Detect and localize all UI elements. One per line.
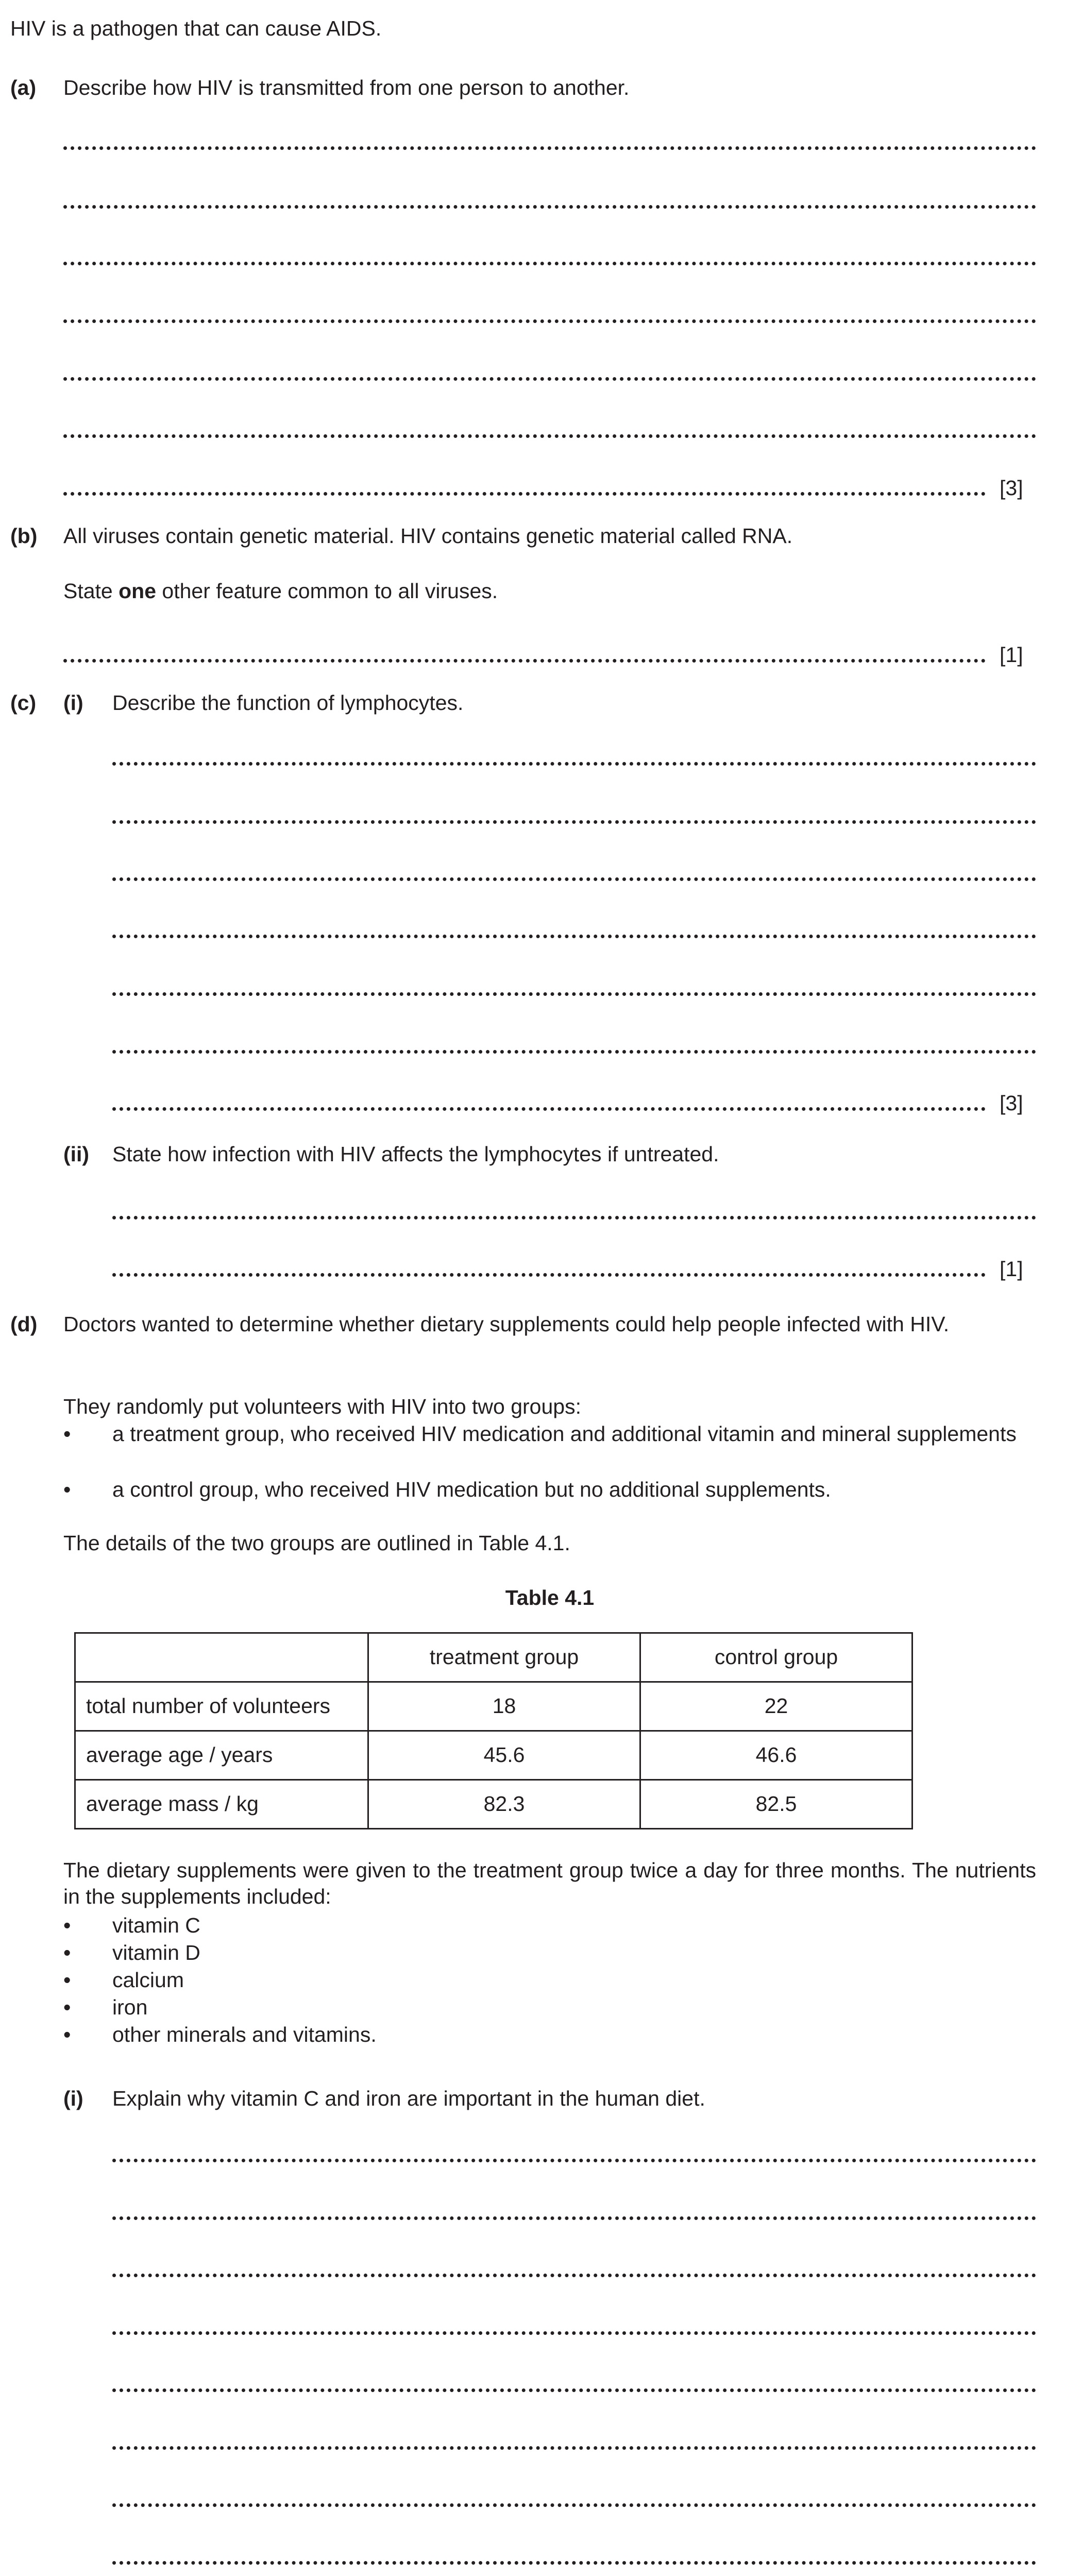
table-header-cell xyxy=(75,1633,368,1682)
table-row xyxy=(75,1780,912,1829)
supplement-description: The dietary supplements were given to the treatment group twice a day for three months. The nutrients in the supplements included: xyxy=(63,1858,1036,1909)
marks-c-ii: [1] xyxy=(1000,1257,1023,1281)
table-row xyxy=(75,1633,912,1682)
marks-c-i: [3] xyxy=(1000,1091,1023,1115)
part-b-label: (b) xyxy=(10,524,38,548)
answer-line[interactable] xyxy=(112,2159,1036,2162)
part-d-i-question: Explain why vitamin C and iron are important in the human diet. xyxy=(112,2087,705,2110)
bullet-icon: • xyxy=(63,1913,71,1937)
table-cell: 22 xyxy=(640,1682,912,1731)
marks-a: [3] xyxy=(1000,476,1023,500)
table-row xyxy=(75,1731,912,1780)
bullet-icon: • xyxy=(63,2023,71,2046)
bullet-icon: • xyxy=(63,1941,71,1964)
nutrient-item: vitamin C xyxy=(112,1913,200,1937)
table-cell: 18 xyxy=(368,1682,640,1731)
bullet-icon: • xyxy=(63,1968,71,1992)
table-41-reference: The details of the two groups are outlined in Table 4.1. xyxy=(63,1531,570,1555)
answer-line[interactable] xyxy=(63,434,1036,438)
table-row-label: average mass / kg xyxy=(75,1780,368,1829)
answer-line[interactable] xyxy=(63,262,1036,265)
nutrient-item: vitamin D xyxy=(112,1941,200,1964)
answer-line[interactable] xyxy=(63,319,1036,323)
nutrient-item: iron xyxy=(112,1995,148,2019)
answer-line[interactable] xyxy=(63,377,1036,381)
answer-line[interactable] xyxy=(112,820,1036,824)
table-cell: 45.6 xyxy=(368,1731,640,1780)
bullet-icon: • xyxy=(63,1422,71,1446)
group-item-treatment: a treatment group, who received HIV medication and additional vitamin and mineral supplements xyxy=(112,1422,1017,1446)
part-b-question-2: State one other feature common to all viruses. xyxy=(63,579,498,603)
part-a-label: (a) xyxy=(10,76,37,99)
answer-line[interactable] xyxy=(112,992,1036,996)
part-b-question-1: All viruses contain genetic material. HIV contains genetic material called RNA. xyxy=(63,524,793,548)
bullet-icon: • xyxy=(63,1995,71,2019)
bullet-icon: • xyxy=(63,1478,71,1501)
answer-line[interactable] xyxy=(112,2561,1036,2565)
table-row-label: average age / years xyxy=(75,1731,368,1780)
answer-line[interactable] xyxy=(112,1273,986,1277)
answer-line[interactable] xyxy=(112,2331,1036,2335)
answer-line[interactable] xyxy=(112,1107,986,1111)
table-header-cell: treatment group xyxy=(368,1633,640,1682)
group-item-control: a control group, who received HIV medication but no additional supplements. xyxy=(112,1478,831,1501)
part-d-label: (d) xyxy=(10,1312,38,1336)
intro-text: HIV is a pathogen that can cause AIDS. xyxy=(10,16,382,40)
part-c-i-label: (i) xyxy=(63,691,83,715)
answer-line[interactable] xyxy=(112,877,1036,881)
table-cell: 82.3 xyxy=(368,1780,640,1829)
answer-line[interactable] xyxy=(63,146,1036,150)
table-cell: 46.6 xyxy=(640,1731,912,1780)
answer-line[interactable] xyxy=(112,1050,1036,1054)
nutrient-item: calcium xyxy=(112,1968,184,1992)
table-41-caption: Table 4.1 xyxy=(505,1586,595,1609)
part-d-i-label: (i) xyxy=(63,2087,83,2110)
answer-line[interactable] xyxy=(112,2216,1036,2220)
part-c-i-question: Describe the function of lymphocytes. xyxy=(112,691,464,715)
table-header-cell: control group xyxy=(640,1633,912,1682)
table-41 xyxy=(74,1632,913,1829)
answer-line[interactable] xyxy=(112,2503,1036,2507)
answer-line[interactable] xyxy=(112,2446,1036,2450)
part-c-ii-question: State how infection with HIV affects the lymphocytes if untreated. xyxy=(112,1142,719,1166)
answer-line[interactable] xyxy=(63,492,986,496)
answer-line[interactable] xyxy=(112,2388,1036,2392)
table-row-label: total number of volunteers xyxy=(75,1682,368,1731)
part-c-ii-label: (ii) xyxy=(63,1142,90,1166)
answer-line[interactable] xyxy=(63,659,986,663)
table-cell: 82.5 xyxy=(640,1780,912,1829)
nutrient-item: other minerals and vitamins. xyxy=(112,2023,377,2046)
part-a-question: Describe how HIV is transmitted from one person to another. xyxy=(63,76,630,99)
answer-line[interactable] xyxy=(112,2274,1036,2277)
part-d-intro: Doctors wanted to determine whether dietary supplements could help people infected with HIV. xyxy=(63,1312,950,1336)
answer-line[interactable] xyxy=(112,935,1036,938)
part-d-groups-intro: They randomly put volunteers with HIV into two groups: xyxy=(63,1395,581,1418)
answer-line[interactable] xyxy=(63,205,1036,209)
answer-line[interactable] xyxy=(112,1216,1036,1219)
part-c-label: (c) xyxy=(10,691,37,715)
answer-line[interactable] xyxy=(112,762,1036,766)
table-row xyxy=(75,1682,912,1731)
marks-b: [1] xyxy=(1000,643,1023,667)
